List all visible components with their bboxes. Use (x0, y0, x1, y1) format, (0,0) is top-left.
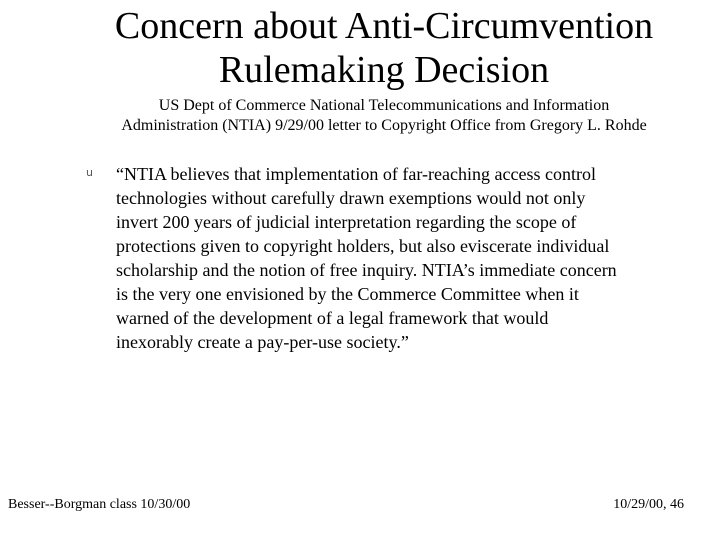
slide-title (0, 4, 720, 92)
quote-line-6: is the very one envisioned by the Commerce Committee when it (116, 284, 579, 304)
subtitle-line-2: Administration (NTIA) 9/29/00 letter to Copyright Office from Gregory L. Rohde (121, 117, 647, 134)
slide-title-line-2: Rulemaking Decision (218, 49, 550, 91)
quote-line-8: inexorably create a pay-per-use society.” (116, 332, 409, 352)
quote-text (116, 162, 696, 354)
quote-line-5: scholarship and the notion of free inquiry. NTIA’s immediate concern (116, 260, 617, 280)
quote-line-7: warned of the development of a legal framework that would (116, 308, 549, 328)
slide-subtitle (0, 96, 720, 136)
footer-date-page: 10/29/00, 46 (613, 497, 684, 512)
quote-line-3: invert 200 years of judicial interpretation regarding the scope of (116, 212, 577, 232)
quote-line-1: “NTIA believes that implementation of far-reaching access control (116, 164, 596, 184)
footer-course-label: Besser--Borgman class 10/30/00 (8, 497, 191, 512)
quote-line-2: technologies without carefully drawn exemptions would not only (116, 188, 586, 208)
bullet-marker-icon: u (86, 166, 93, 179)
slide-title-line-1: Concern about Anti-Circumvention (114, 5, 654, 47)
quote-line-4: protections given to copyright holders, but also eviscerate individual (116, 236, 610, 256)
subtitle-line-1: US Dept of Commerce National Telecommunications and Information (158, 97, 610, 114)
